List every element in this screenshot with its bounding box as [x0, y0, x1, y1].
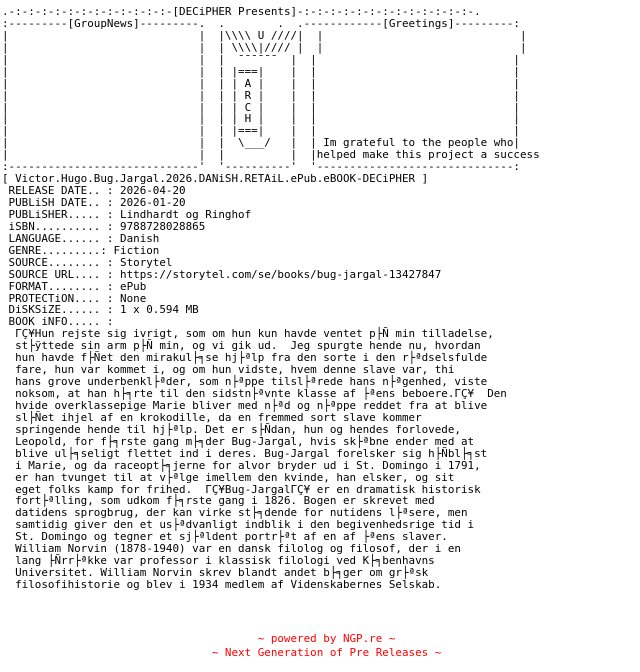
- nfo-line: SOURCE URL.... : https://storytel.com/se/books/bug-jargal-13427847: [2, 267, 442, 281]
- nfo-line: eget folks kamp for frihed. ΓÇ¥Bug-JargalΓÇ¥ er en dramatisk historisk: [2, 482, 481, 496]
- nfo-line: :---------[GroupNews]---------. . . .------------[Greetings]---------:: [2, 16, 520, 30]
- nfo-line: | | | | A | | | |: [2, 76, 520, 90]
- nfo-line: er han tvunget til at v├ªlge imellem den kvinde, han elsker, og sit: [2, 470, 455, 484]
- nfo-line: | | | \\\\|//// | | |: [2, 40, 527, 54]
- nfo-line: hans grove underbenkl├ªder, som n├ªppe tilsl├ªrede hans n├ªgenhed, viste: [2, 375, 488, 389]
- nfo-line: samtidig giver den et us├ªdvanligt indblik i den begivenhedsrige tid i: [2, 518, 475, 532]
- nfo-line: FORMAT........ : ePub: [2, 279, 147, 293]
- nfo-line: springende hende til hj├ªlp. Det er s├Ñdan, hun og hendes forlovede,: [2, 422, 461, 436]
- nfo-line: fare, hun var kommet i, og om hun vidste, hvem denne slave var, thi: [2, 363, 455, 377]
- nfo-line: noksom, at han h├╕rte til den sidstn├ªvnte klasse af ├ªens beboere.ΓÇ¥ Den: [2, 387, 507, 400]
- nfo-line: PROTECTiON.... : None: [2, 291, 147, 305]
- nfo-line: datidens sprogbrug, der kan virke st├╕dende for nutidens l├ªsere, men: [2, 506, 468, 520]
- nfo-line: | | |\\\\ U ////| | |: [2, 28, 527, 42]
- nfo-line: William Norvin (1878-1940) var en dansk filolog og filosof, der i en: [2, 542, 461, 556]
- nfo-line: iSBN.......... : 9788728028865: [2, 219, 206, 233]
- nfo-line: hvide overklassepige Marie bliver med n├ªd og n├ªppe reddet fra at blive: [2, 398, 488, 412]
- nfo-line: :-----------------------------' '----------' '------------------------------:: [2, 160, 520, 174]
- nfo-line: DiSKSiZE...... : 1 x 0.594 MB: [2, 303, 199, 317]
- nfo-line: GENRE.........: Fiction: [2, 243, 160, 257]
- nfo-line: | | | | C | | | |: [2, 100, 520, 114]
- nfo-line: St. Domingo og tegner et sj├ªldent portr├ªt af en af ├ªens slaver.: [2, 530, 448, 544]
- nfo-line: | | | ¯¯¯¯¯¯ | | |: [2, 52, 520, 66]
- nfo-line: ΓÇ¥Hun rejste sig ivrigt, som om hun kun havde ventet p├Ñ min tilladelse,: [2, 327, 494, 341]
- nfo-line: lang ├Ñrr├ªkke var professor i klassisk filologi ved K├╕benhavns: [2, 554, 435, 568]
- nfo-line: filosofihistorie og blev i 1934 medlem af Videnskabernes Selskab.: [2, 578, 442, 591]
- nfo-line: SOURCE........ : Storytel: [2, 255, 173, 269]
- nfo-line: | | | | H | | | |: [2, 112, 520, 126]
- nfo-line: Leopold, for f├╕rste gang m├╕der Bug-Jargal, hvis sk├ªbne ender med at: [2, 434, 475, 448]
- nfo-line: | | | | |helped make this project a success: [2, 148, 540, 162]
- nfo-text-block: [2, 6, 540, 591]
- nfo-line: PUBLiSH DATE.. : 2026-01-20: [2, 196, 186, 209]
- nfo-line: LANGUAGE...... : Danish: [2, 231, 160, 245]
- tagline-footer: [0, 635, 640, 659]
- nfo-line: st├ÿttede sin arm p├Ñ min, og vi gik ud. Jeg spurgte hende nu, hvordan: [2, 339, 481, 353]
- nfo-line: | | | \___/ | | Im grateful to the people who|: [2, 136, 520, 150]
- powered-by-text: ~ powered by NGP.re ~: [257, 631, 396, 645]
- nfo-line: | | | |===| | | |: [2, 124, 520, 138]
- nfo-line: sl├Ñet ihjel af en krokodille, da en fremmed sort slave kommer: [2, 410, 422, 424]
- nfo-line: | | | |===| | | |: [2, 64, 520, 78]
- nfo-line: [ Victor.Hugo.Bug.Jargal.2026.DANiSH.RETAiL.ePub.eBOOK-DECiPHER ]: [2, 172, 429, 186]
- nfo-line: BOOK iNFO..... :: [2, 315, 114, 329]
- tagline-text: ~ Next Generation of Pre Releases ~: [211, 645, 442, 659]
- nfo-line: i Marie, og da raceopt├╕jerne for alvor bryder ud i St. Domingo i 1791,: [2, 458, 481, 472]
- nfo-line: .-:-:-:-:-:-:-:-:-:-:-:-:-[DECiPHER Presents]-:-:-:-:-:-:-:-:-:-:-:-:-:-.: [2, 5, 481, 18]
- nfo-line: fort├ªlling, som udkom f├╕rste gang i 1826. Bogen er skrevet med: [2, 494, 435, 508]
- nfo-line: hun havde f├Ñet den mirakul├╕se hj├ªlp fra den sorte i den r├ªdselsfulde: [2, 351, 488, 365]
- nfo-line: | | | | R | | | |: [2, 88, 520, 102]
- nfo-line: PUBLiSHER..... : Lindhardt og Ringhof: [2, 207, 252, 221]
- nfo-line: RELEASE DATE.. : 2026-04-20: [2, 184, 186, 198]
- nfo-line: blive ul├╕seligt flettet ind i deres. Bug-Jargal forelsker sig h├Ñbl├╕st: [2, 446, 488, 460]
- nfo-line: Universitet. William Norvin skrev blandt andet b├╕ger om gr├ªsk: [2, 566, 429, 580]
